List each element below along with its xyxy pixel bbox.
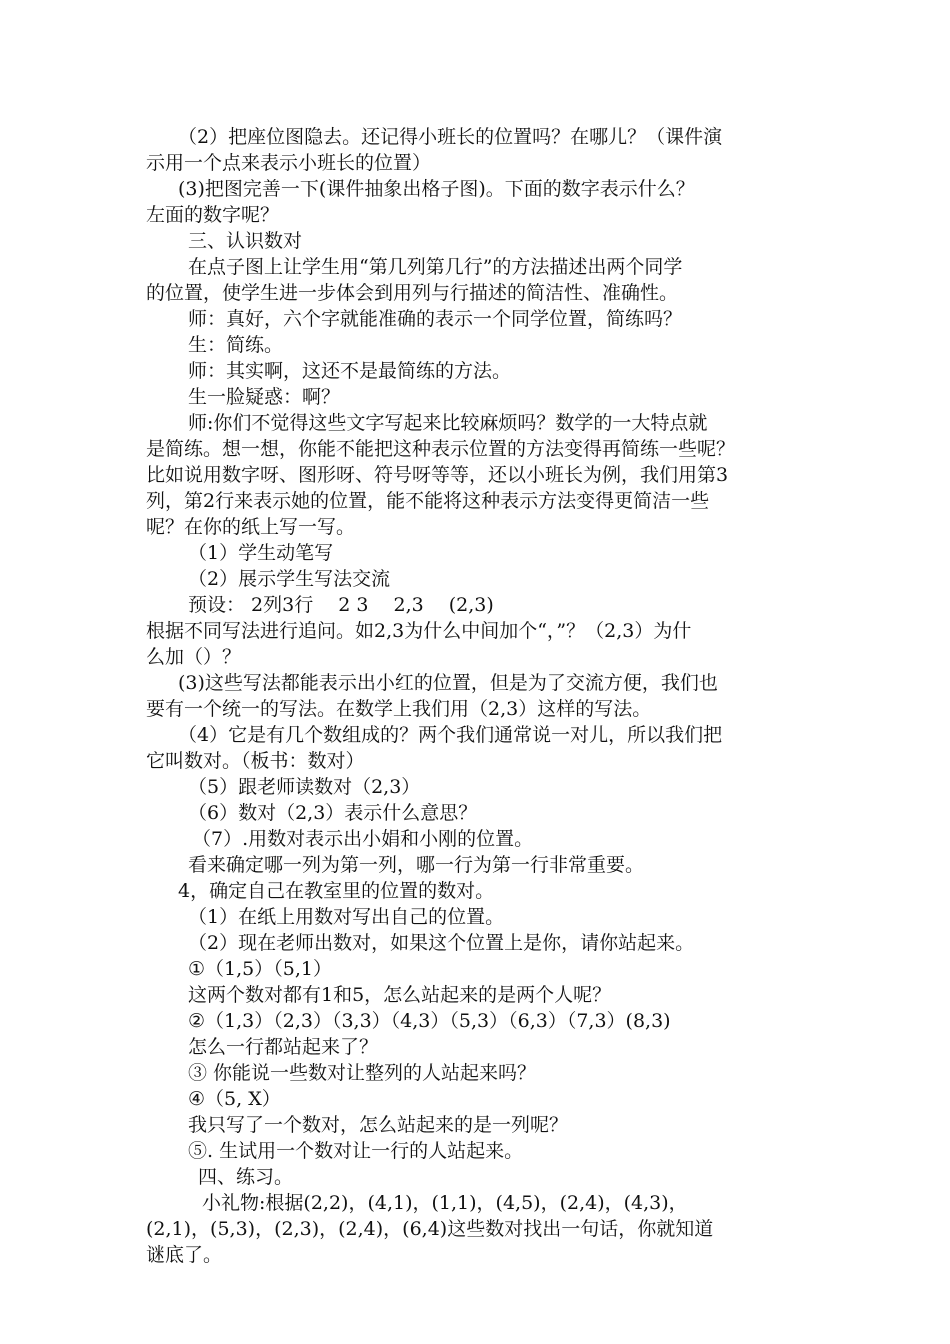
- text-line: (3)把图完善一下(课件抽象出格子图)。下面的数字表示什么？: [178, 178, 695, 200]
- text-line: （1）在纸上用数对写出自己的位置。: [188, 906, 505, 928]
- text-line: ④（5, X）: [188, 1088, 281, 1110]
- text-line: （6）数对（2,3）表示什么意思？: [188, 802, 478, 824]
- text-line: （4）它是有几个数组成的？两个我们通常说一对儿，所以我们把: [178, 724, 723, 746]
- text-line: 左面的数字呢？: [146, 204, 280, 226]
- text-line: 呢？在你的纸上写一写。: [146, 516, 356, 538]
- text-line: （7）.用数对表示出小娟和小刚的位置。: [192, 828, 534, 850]
- text-line: （2）展示学生写法交流: [188, 568, 391, 590]
- text-line: ⑤. 生试用一个数对让一行的人站起来。: [188, 1140, 524, 1162]
- text-line: （1）学生动笔写: [188, 542, 334, 564]
- text-line: (3)这些写法都能表示出小红的位置，但是为了交流方便，我们也: [178, 672, 718, 694]
- text-line: 师:你们不觉得这些文字写起来比较麻烦吗？数学的一大特点就: [188, 412, 708, 434]
- text-line: （2）把座位图隐去。还记得小班长的位置吗？在哪儿？（课件演: [178, 126, 723, 148]
- text-line: 四、练习。: [198, 1166, 294, 1188]
- text-line: 怎么一行都站起来了？: [188, 1036, 379, 1058]
- text-line: 我只写了一个数对，怎么站起来的是一列呢？: [188, 1114, 569, 1136]
- text-line: 生一脸疑惑：啊？: [188, 386, 341, 408]
- text-line: ③ 你能说一些数对让整列的人站起来吗？: [188, 1062, 537, 1084]
- text-line: 这两个数对都有1和5，怎么站起来的是两个人呢？: [188, 984, 612, 1006]
- text-line: 的位置，使学生进一步体会到用列与行描述的简洁性、准确性。: [146, 282, 679, 304]
- text-line: 看来确定哪一列为第一列，哪一行为第一行非常重要。: [188, 854, 645, 876]
- text-line: 师：其实啊，这还不是最简练的方法。: [188, 360, 512, 382]
- text-line: 谜底了。: [146, 1244, 223, 1266]
- text-line: 小礼物:根据(2,2)，(4,1)，(1,1)，(4,5)，(2,4)，(4,3)，: [202, 1192, 688, 1214]
- text-line: （5）跟老师读数对（2,3）: [188, 776, 421, 798]
- text-line: 师：真好，六个字就能准确的表示一个同学位置，简练吗？: [188, 308, 683, 330]
- text-line: (2,1)，(5,3)，(2,3)，(2,4)，(6,4)这些数对找出一句话，你就知道: [146, 1218, 714, 1240]
- text-line: 它叫数对。（板书：数对）: [146, 750, 365, 772]
- text-line: 要有一个统一的写法。在数学上我们用（2,3）这样的写法。: [146, 698, 652, 720]
- text-line: 在点子图上让学生用“第几列第几行”的方法描述出两个同学: [188, 256, 683, 278]
- text-line: 4，确定自己在教室里的位置的数对。: [178, 880, 495, 902]
- text-line: 示用一个点来表示小班长的位置）: [146, 152, 432, 174]
- text-line: ①（1,5）（5,1）: [188, 958, 332, 980]
- text-line: 根据不同写法进行追问。如2,3为什么中间加个“，”？（2,3）为什: [146, 620, 692, 642]
- text-line: 列，第2行来表示她的位置，能不能将这种表示方法变得更简洁一些: [146, 490, 710, 512]
- text-line: 三、认识数对: [188, 230, 303, 252]
- text-line: 预设： 2列3行 2 3 2,3 (2,3): [188, 594, 494, 616]
- text-line: 是简练。想一想，你能不能把这种表示位置的方法变得再简练一些呢？: [146, 438, 736, 460]
- text-line: 生：简练。: [188, 334, 284, 356]
- text-line: （2）现在老师出数对，如果这个位置上是你，请你站起来。: [188, 932, 695, 954]
- text-line: 比如说用数字呀、图形呀、符号呀等等，还以小班长为例，我们用第3: [146, 464, 729, 486]
- document-body: [146, 124, 812, 1268]
- text-line: 么加（）？: [146, 646, 242, 668]
- text-line: ②（1,3）（2,3）（3,3）（4,3）（5,3）（6,3）（7,3）(8,3): [188, 1010, 671, 1032]
